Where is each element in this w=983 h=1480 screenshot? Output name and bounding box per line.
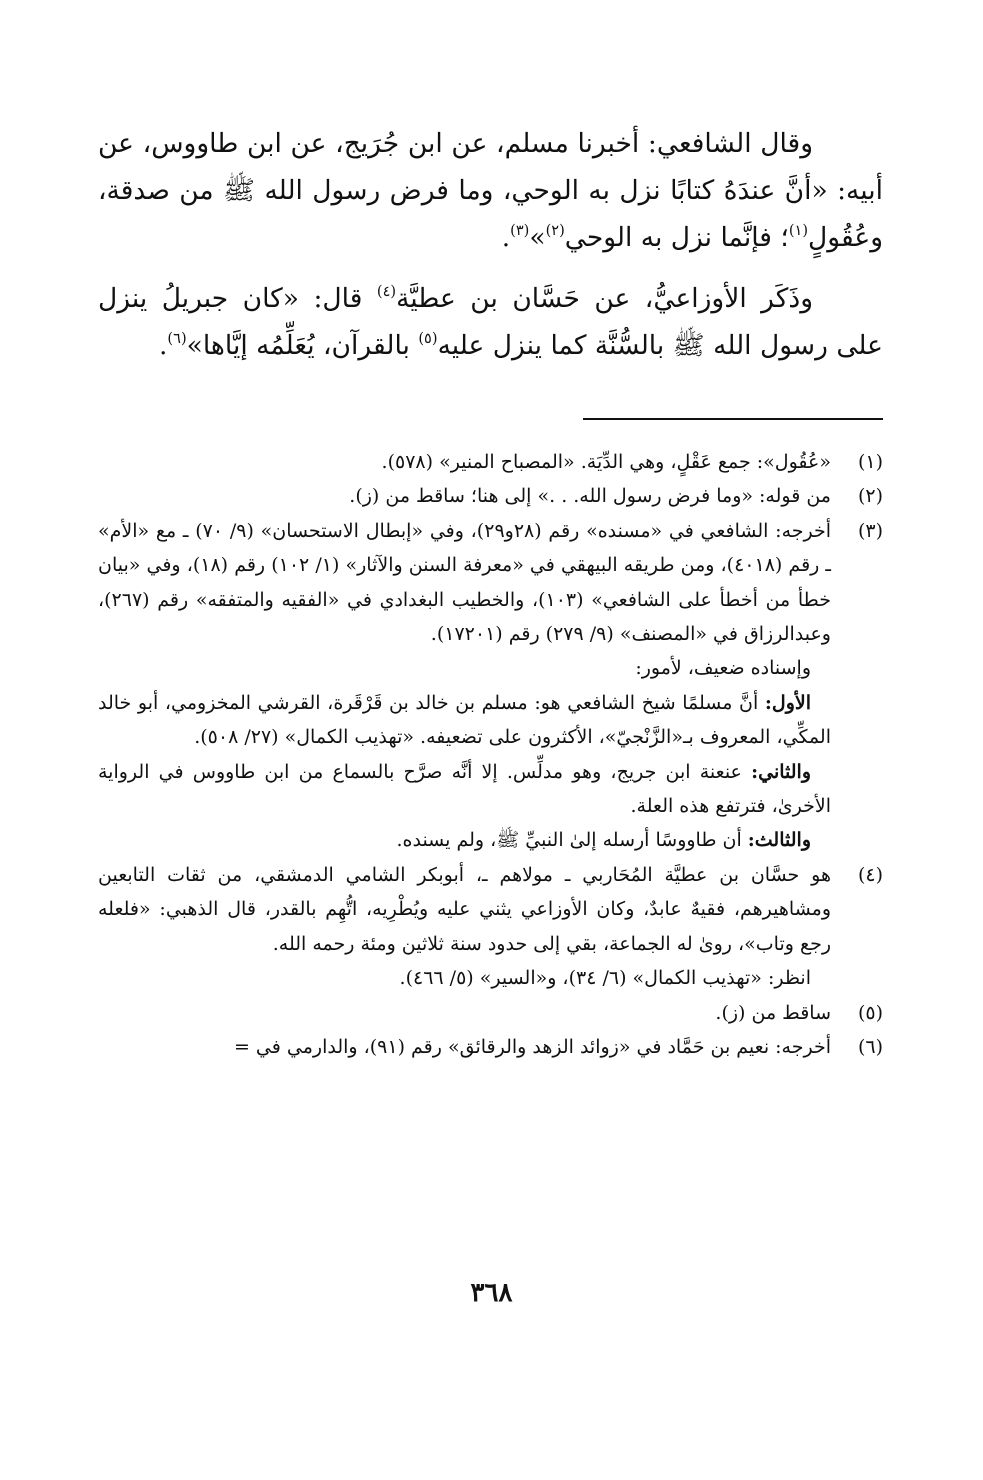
point-label: والثاني: (751, 760, 811, 783)
paragraph-1-text-d: . (501, 222, 511, 253)
footnote-number: (٤) (857, 863, 883, 886)
footnote-subparagraph (98, 823, 831, 857)
footnote-subparagraph (98, 755, 831, 824)
footnote-5 (98, 996, 883, 1030)
footnote-text: «عُقُول»: جمع عَقْلٍ، وهي الدِّيَة. «المصباح المنير» (٥٧٨). (381, 451, 831, 473)
footnote-separator (583, 418, 883, 420)
note-ref-1: (١) (788, 222, 809, 240)
point-label: الأول: (764, 691, 811, 714)
note-ref-6: (٦) (167, 330, 187, 348)
footnote-number: (٥) (857, 1001, 883, 1024)
footnote-number: (٦) (857, 1035, 883, 1058)
note-ref-3: (٣) (510, 222, 530, 240)
paragraph-1-text-c: » (529, 222, 546, 253)
paragraph-2-text-a: وذَكَر الأوزاعيُّ، عن حَسَّان بن عطيَّة (396, 283, 813, 314)
paragraph-2 (98, 275, 883, 369)
paragraph-2-text-c: بالقرآن، يُعَلِّمُه إيَّاها» (186, 330, 419, 361)
footnote-number: (١) (857, 451, 883, 473)
footnote-text: من قوله: «وما فرض رسول الله. . .» إلى هنا؛ ساقط من (ز). (349, 485, 831, 508)
paragraph-2-text-b: قال: «كان جبريلُ ينزل على رسول الله ﷺ بالسُّنَّة كما ينزل عليه (98, 283, 883, 361)
main-text (98, 120, 883, 369)
point-text: أن طاووسًا أرسله إلىٰ النبيِّ ﷺ، ولم يسنده. (396, 829, 748, 852)
note-ref-2: (٢) (545, 222, 565, 240)
page-number: ٣٦٨ (470, 1278, 513, 1308)
footnote-text: أخرجه: نعيم بن حَمَّاد في «زوائد الزهد والرقائق» رقم (٩١)، والدارمي في = (233, 1035, 831, 1058)
note-ref-5: (٥) (418, 330, 438, 348)
footnote-4 (98, 858, 883, 996)
footnote-subparagraph: وإسناده ضعيف، لأمور: (635, 657, 811, 680)
footnote-text: هو حسَّان بن عطيَّة المُحَاربي ـ مولاهم ـ، أبوبكر الشامي الدمشقي، من ثقات التابعين ومشاهيرهم، فقيهٌ عابدٌ، وكان الأوزاعي يثني عليه ويُطْرِيه، اتُّهِم بالقدر، قال الذهبي: «فلعله رجع وتاب»، روىٰ له الجماعة، بقي إلى حدود سنة ثلاثين ومئة رحمه الله. (98, 863, 831, 955)
footnote-1 (98, 445, 883, 479)
point-label: والثالث: (747, 829, 811, 852)
footnote-3 (98, 514, 883, 858)
footnote-6 (98, 1030, 883, 1064)
footnote-text: ساقط من (ز). (715, 1001, 831, 1024)
note-ref-4: (٤) (376, 283, 397, 301)
footnote-2 (98, 479, 883, 513)
footnotes (98, 445, 883, 1064)
footnote-text: أخرجه: الشافعي في «مسنده» رقم (٢٨و٢٩)، وفي «إبطال الاستحسان» (٩/ ٧٠) ـ مع «الأم» ـ رقم (٤٠١٨)، ومن طريقه البيهقي في «معرفة السنن والآثار» (١/ ١٠٢) رقم (١٨)، وفي «بيان خطأ من أخطأ على الشافعي» (١٠٣)، والخطيب البغدادي في «الفقيه والمتفقه» رقم (٢٦٧)، وعبدالرزاق في «المصنف» (٩/ ٢٧٩) رقم (١٧٢٠١). (98, 519, 832, 646)
paragraph-1 (98, 120, 883, 261)
footnote-subparagraph: انظر: «تهذيب الكمال» (٦/ ٣٤)، و«السير» (٥/ ٤٦٦). (399, 967, 811, 990)
footnote-number: (٣) (857, 519, 883, 542)
paragraph-1-text-a: وقال الشافعي: أخبرنا مسلم، عن ابن جُرَيج، عن ابن طاووس، عن أبيه: «أنَّ عندَهُ كتابًا نزل به الوحي، وما فرض رسول الله ﷺ من صدقة، وعُقُولٍ (98, 128, 883, 253)
footnote-number: (٢) (857, 485, 883, 508)
point-text: عنعنة ابن جريج، وهو مدلِّس. إلا أنَّه صرَّح بالسماع من ابن طاووس في الرواية الأخرىٰ، فترتفع هذه العلة. (98, 760, 831, 818)
paragraph-1-text-b: ؛ فإنَّما نزل به الوحي (564, 222, 789, 253)
point-text: أنَّ مسلمًا شيخ الشافعي هو: مسلم بن خالد بن قَرْقَرة، القرشي المخزومي، أبو خالد المكِّي، المعروف بـ«الزَّنْجيّ»، الأكثرون على تضعيفه. «تهذيب الكمال» (٢٧/ ٥٠٨). (98, 691, 831, 749)
footnote-subparagraph (98, 686, 831, 755)
paragraph-2-text-d: . (158, 330, 168, 361)
